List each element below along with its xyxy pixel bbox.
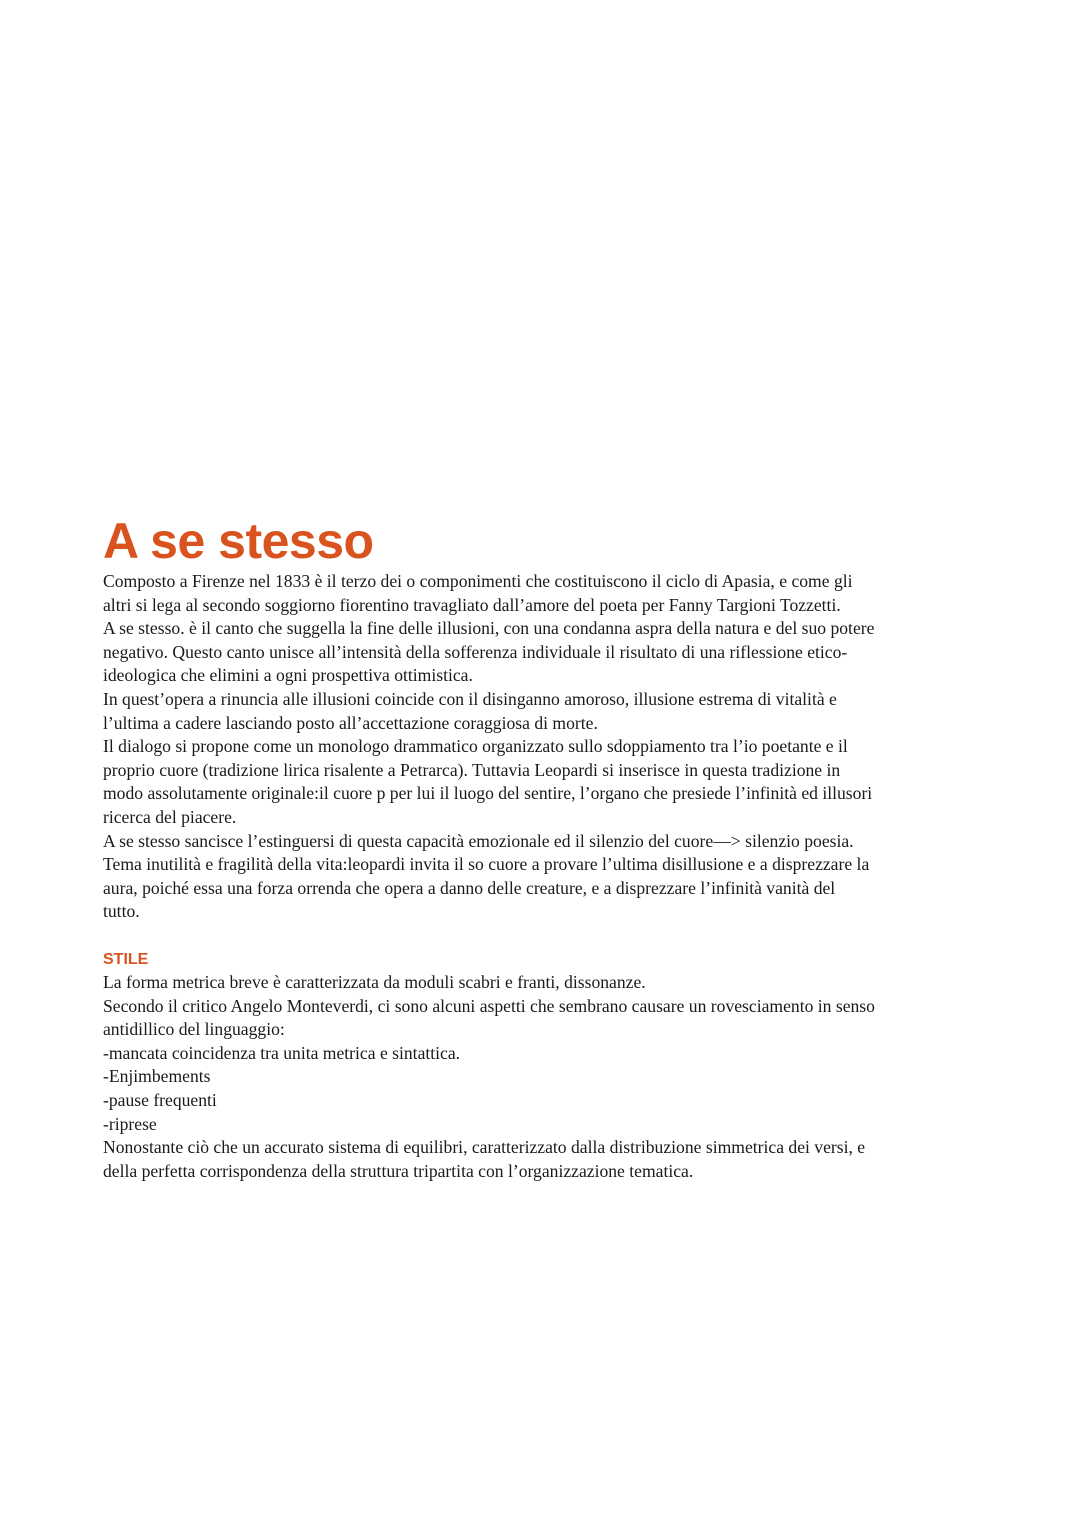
stile-line: Nonostante ciò che un accurato sistema di equilibri, caratterizzato dalla distribuzione simmetrica dei versi, e xyxy=(103,1137,866,1158)
intro-line: negativo. Questo canto unisce all’intensità della sofferenza individuale il risultato di una riflessione etico- xyxy=(103,641,848,662)
intro-line: l’ultima a cadere lasciando posto all’accettazione coraggiosa di morte. xyxy=(103,712,598,733)
intro-line: Tema inutilità e fragilità della vita:leopardi invita il so cuore a provare l’ultima disillusione e a disprezzare la xyxy=(103,854,870,875)
intro-line: ideologica che elimini a ogni prospettiva ottimistica. xyxy=(103,665,473,686)
intro-line: A se stesso sancisce l’estinguersi di questa capacità emozionale ed il silenzio del cuore—> silenzio poesia. xyxy=(103,830,854,851)
document-title: A se stesso xyxy=(103,513,374,569)
intro-line: In quest’opera a rinuncia alle illusioni coincide con il disinganno amoroso, illusione estrema di vitalità e xyxy=(103,688,837,709)
intro-line: modo assolutamente originale:il cuore p per lui il luogo del sentire, l’organo che presiede l’infinità ed illusori xyxy=(103,783,873,804)
stile-line: -pause frequenti xyxy=(103,1090,217,1111)
stile-text xyxy=(103,971,983,1183)
intro-line: aura, poiché essa una forza orrenda che opera a danno delle creature, e a disprezzare l’infinità vanità del xyxy=(103,877,836,898)
stile-line: antidillico del linguaggio: xyxy=(103,1019,285,1040)
stile-line: La forma metrica breve è caratterizzata da moduli scabri e franti, dissonanze. xyxy=(103,972,646,993)
stile-line: Secondo il critico Angelo Monteverdi, ci sono alcuni aspetti che sembrano causare un rovesciamento in senso xyxy=(103,995,875,1016)
stile-line: -riprese xyxy=(103,1113,157,1134)
stile-line: -mancata coincidenza tra unita metrica e sintattica. xyxy=(103,1042,461,1063)
intro-text xyxy=(103,570,983,924)
document-page xyxy=(103,512,983,1183)
intro-line: A se stesso. è il canto che suggella la fine delle illusioni, con una condanna aspra della natura e del suo potere xyxy=(103,618,875,639)
intro-line: Il dialogo si propone come un monologo drammatico organizzato sullo sdoppiamento tra l’io poetante e il xyxy=(103,736,848,757)
section-heading-stile: STILE xyxy=(103,950,149,968)
intro-line: altri si lega al secondo soggiorno fiorentino travagliato dall’amore del poeta per Fanny Targioni Tozzetti. xyxy=(103,594,841,615)
stile-line: -Enjimbements xyxy=(103,1066,211,1087)
stile-line: della perfetta corrispondenza della struttura tripartita con l’organizzazione tematica. xyxy=(103,1160,694,1181)
intro-line: Composto a Firenze nel 1833 è il terzo dei o componimenti che costituiscono il ciclo di Apasia, e come gli xyxy=(103,571,853,591)
intro-line: proprio cuore (tradizione lirica risalente a Petrarca). Tuttavia Leopardi si inserisce in questa tradizione in xyxy=(103,759,841,780)
intro-line: tutto. xyxy=(103,901,140,922)
paragraph-gap xyxy=(103,924,983,948)
intro-line: ricerca del piacere. xyxy=(103,806,237,827)
